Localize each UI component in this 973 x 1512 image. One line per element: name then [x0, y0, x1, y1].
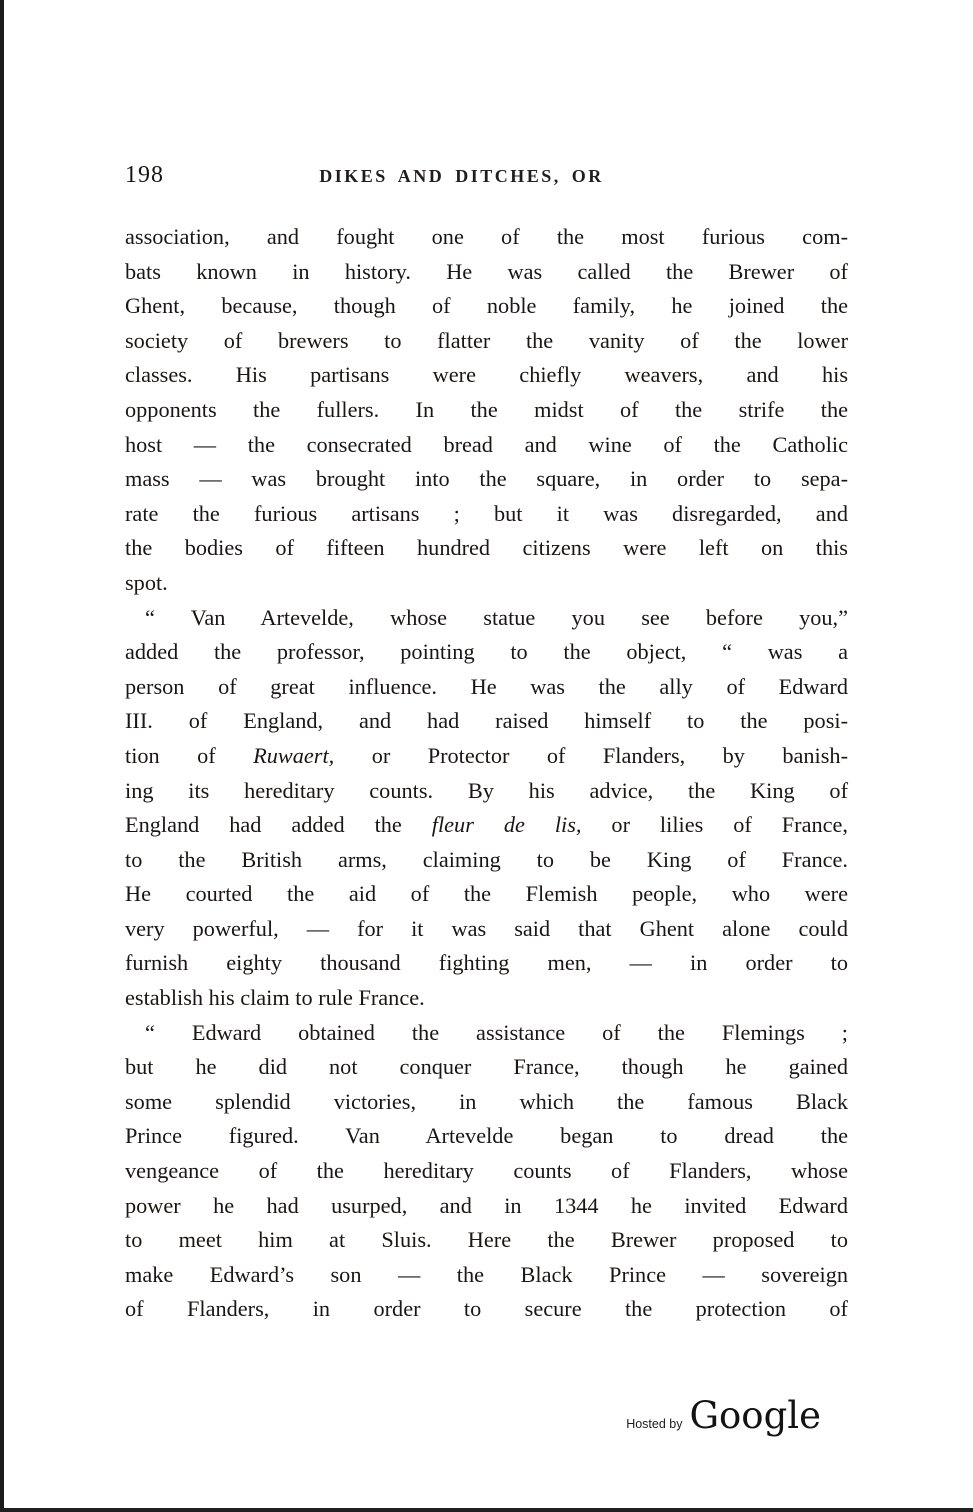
text-line: ing its hereditary counts. By his advice, the King of: [125, 777, 848, 803]
text-line: to meet him at Sluis. Here the Brewer proposed to: [125, 1227, 848, 1253]
text-line: establish his claim to rule France.: [125, 985, 425, 1011]
text-line: furnish eighty thousand fighting men, — in order to: [125, 950, 848, 976]
text-line: Prince figured. Van Artevelde began to dread the: [125, 1123, 848, 1149]
page-number: 198: [125, 162, 164, 188]
text-line: mass — was brought into the square, in order to sepa-: [125, 466, 848, 492]
paragraph: [125, 1016, 848, 1327]
text-line: the bodies of fifteen hundred citizens were left on this: [125, 535, 848, 561]
scan-edge-left: [0, 0, 4, 1512]
scan-edge-bottom: [0, 1508, 973, 1512]
text-line: III. of England, and had raised himself to the posi-: [125, 708, 848, 734]
hosted-by-watermark: [626, 1394, 821, 1437]
text-line: Ghent, because, though of noble family, he joined the: [125, 293, 848, 319]
text-line: some splendid victories, in which the famous Black: [125, 1088, 848, 1114]
text-line: England had added the fleur de lis, or lilies of France,: [125, 812, 848, 838]
text-line: very powerful, — for it was said that Ghent alone could: [125, 915, 848, 941]
text-line: power he had usurped, and in 1344 he invited Edward: [125, 1192, 848, 1218]
text-line: “ Van Artevelde, whose statue you see before you,”: [145, 604, 848, 630]
page-header: [125, 162, 848, 196]
text-line: classes. His partisans were chiefly weavers, and his: [125, 362, 848, 388]
body-text: [125, 220, 848, 1327]
text-line: He courted the aid of the Flemish people, who were: [125, 881, 848, 907]
text-line: but he did not conquer France, though he gained: [125, 1054, 848, 1080]
text-line: tion of Ruwaert, or Protector of Flanders, by banish-: [125, 742, 848, 768]
text-line: rate the furious artisans ; but it was disregarded, and: [125, 500, 848, 526]
hosted-by-label: Hosted by: [626, 1417, 683, 1431]
text-line: vengeance of the hereditary counts of Flanders, whose: [125, 1158, 848, 1184]
text-line: association, and fought one of the most furious com-: [125, 224, 848, 249]
text-line: make Edward’s son — the Black Prince — sovereign: [125, 1261, 848, 1287]
text-line: host — the consecrated bread and wine of the Catholic: [125, 431, 848, 457]
text-line: person of great influence. He was the ally of Edward: [125, 673, 848, 699]
text-line: opponents the fullers. In the midst of the strife the: [125, 396, 848, 422]
paragraph: [125, 601, 848, 1016]
text-line: added the professor, pointing to the object, “ was a: [125, 639, 848, 665]
text-line: to the British arms, claiming to be King of France.: [125, 846, 848, 872]
google-logo: Google: [689, 1394, 821, 1437]
text-line: “ Edward obtained the assistance of the Flemings ;: [145, 1019, 848, 1045]
text-line: of Flanders, in order to secure the protection of: [125, 1296, 848, 1322]
paragraph: [125, 220, 848, 601]
running-title: DIKES AND DITCHES, OR: [319, 166, 604, 186]
text-line: bats known in history. He was called the Brewer of: [125, 258, 848, 284]
text-line: society of brewers to flatter the vanity of the lower: [125, 327, 848, 353]
text-line: spot.: [125, 569, 168, 595]
